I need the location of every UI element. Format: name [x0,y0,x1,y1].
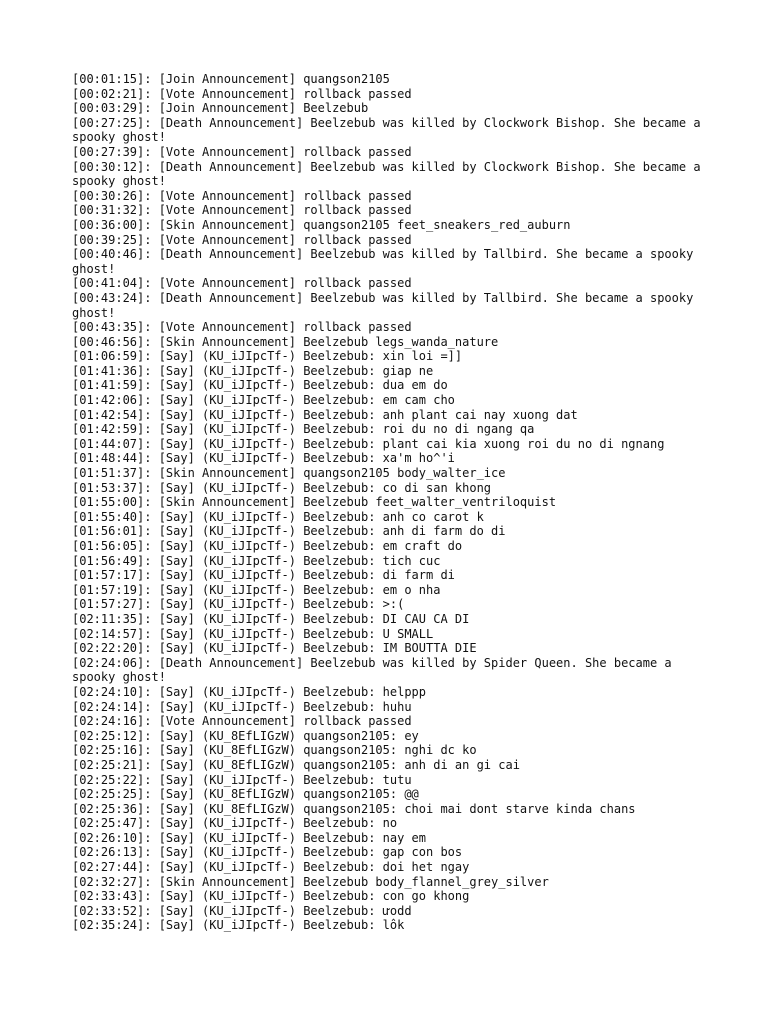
log-line: [01:42:06]: [Say] (KU_iJIpcTf-) Beelzebub: em cam cho [72,393,455,408]
log-line: [02:25:47]: [Say] (KU_iJIpcTf-) Beelzebub: no [72,816,398,831]
log-line: [01:41:59]: [Say] (KU_iJIpcTf-) Beelzebub: dua em do [72,378,448,393]
log-line: [02:33:52]: [Say] (KU_iJIpcTf-) Beelzebub: ưodd [72,903,412,918]
log-line: [02:25:12]: [Say] (KU_8EfLIGzW) quangson2105: ey [72,728,419,743]
log-line: [01:57:27]: [Say] (KU_iJIpcTf-) Beelzebub: >:( [72,597,405,612]
log-line: [02:25:36]: [Say] (KU_8EfLIGzW) quangson2105: choi mai dont starve kinda chans [72,801,636,816]
log-line: [00:46:56]: [Skin Announcement] Beelzebub legs_wanda_nature [72,334,499,349]
log-line: [00:02:21]: [Vote Announcement] rollback passed [72,86,412,101]
log-line: [01:55:00]: [Skin Announcement] Beelzebub feet_walter_ventriloquist [72,495,557,510]
log-line: [02:25:21]: [Say] (KU_8EfLIGzW) quangson2105: anh di an gi cai [72,757,520,772]
log-line: [01:53:37]: [Say] (KU_iJIpcTf-) Beelzebub: co di san khong [72,480,492,495]
log-line: [00:30:12]: [Death Announcement] Beelzebub was killed by Clockwork Bishop. She became a spooky ghost! [72,159,708,189]
log-line: [00:40:46]: [Death Announcement] Beelzebub was killed by Tallbird. She became a spooky ghost! [72,247,701,276]
log-line: [02:27:44]: [Say] (KU_iJIpcTf-) Beelzebub: doi het ngay [72,860,470,875]
log-line: [02:35:24]: [Say] (KU_iJIpcTf-) Beelzebub: lôk [72,918,405,933]
chat-log [72,72,708,933]
log-line: [00:43:35]: [Vote Announcement] rollback passed [72,320,412,335]
log-line: [00:27:39]: [Vote Announcement] rollback passed [72,144,412,159]
log-line: [02:24:14]: [Say] (KU_iJIpcTf-) Beelzebub: huhu [72,699,412,714]
log-line: [00:41:04]: [Vote Announcement] rollback passed [72,276,412,291]
log-line: [00:27:25]: [Death Announcement] Beelzebub was killed by Clockwork Bishop. She became a spooky ghost! [72,115,708,145]
log-line: [01:48:44]: [Say] (KU_iJIpcTf-) Beelzebub: xa'm ho^'i [72,451,455,466]
log-line: [02:26:10]: [Say] (KU_iJIpcTf-) Beelzebub: nay em [72,830,427,845]
log-line: [01:57:19]: [Say] (KU_iJIpcTf-) Beelzebub: em o nha [72,582,441,597]
log-line: [02:32:27]: [Skin Announcement] Beelzebub body_flannel_grey_silver [72,874,549,889]
log-line: [01:44:07]: [Say] (KU_iJIpcTf-) Beelzebub: plant cai kia xuong roi du no di ngnang [72,436,665,451]
log-line: [01:56:01]: [Say] (KU_iJIpcTf-) Beelzebub: anh di farm do di [72,524,506,539]
log-line: [00:01:15]: [Join Announcement] quangson2105 [72,72,390,86]
log-line: [02:11:35]: [Say] (KU_iJIpcTf-) Beelzebub: DI CAU CA DI [72,611,470,626]
log-line: [00:30:26]: [Vote Announcement] rollback passed [72,188,412,203]
log-line: [01:55:40]: [Say] (KU_iJIpcTf-) Beelzebub: anh co carot k [72,509,484,524]
log-line: [01:56:05]: [Say] (KU_iJIpcTf-) Beelzebub: em craft do [72,539,463,553]
log-line: [01:51:37]: [Skin Announcement] quangson2105 body_walter_ice [72,466,506,481]
log-line: [00:43:24]: [Death Announcement] Beelzebub was killed by Tallbird. She became a spooky ghost! [72,290,701,320]
log-line: [02:24:16]: [Vote Announcement] rollback passed [72,714,412,729]
log-line: [00:36:00]: [Skin Announcement] quangson2105 feet_sneakers_red_auburn [72,217,571,232]
log-line: [01:06:59]: [Say] (KU_iJIpcTf-) Beelzebub: xin loi =]] [72,349,463,364]
log-line: [02:26:13]: [Say] (KU_iJIpcTf-) Beelzebub: gap con bos [72,845,463,860]
log-line: [00:39:25]: [Vote Announcement] rollback passed [72,232,412,247]
log-line: [02:24:10]: [Say] (KU_iJIpcTf-) Beelzebub: helppp [72,684,427,699]
log-line: [00:31:32]: [Vote Announcement] rollback passed [72,203,412,218]
log-line: [01:42:59]: [Say] (KU_iJIpcTf-) Beelzebub: roi du no di ngang qa [72,422,535,437]
log-line: [02:33:43]: [Say] (KU_iJIpcTf-) Beelzebub: con go khong [72,889,470,904]
log-line: [02:25:22]: [Say] (KU_iJIpcTf-) Beelzebub: tutu [72,772,412,787]
log-line: [02:14:57]: [Say] (KU_iJIpcTf-) Beelzebub: U SMALL [72,626,434,641]
log-line: [00:03:29]: [Join Announcement] Beelzebub [72,101,369,116]
log-line: [01:42:54]: [Say] (KU_iJIpcTf-) Beelzebub: anh plant cai nay xuong dat [72,407,578,422]
log-line: [02:22:20]: [Say] (KU_iJIpcTf-) Beelzebub: IM BOUTTA DIE [72,641,477,656]
log-line: [01:57:17]: [Say] (KU_iJIpcTf-) Beelzebub: di farm di [72,568,455,583]
log-line: [02:25:25]: [Say] (KU_8EfLIGzW) quangson2105: @@ [72,787,419,802]
log-line: [02:24:06]: [Death Announcement] Beelzebub was killed by Spider Queen. She became a spooky ghost! [72,655,679,685]
log-line: [01:56:49]: [Say] (KU_iJIpcTf-) Beelzebub: tich cuc [72,553,441,568]
log-line: [02:25:16]: [Say] (KU_8EfLIGzW) quangson2105: nghi dc ko [72,743,477,758]
log-line: [01:41:36]: [Say] (KU_iJIpcTf-) Beelzebub: giap ne [72,363,434,378]
